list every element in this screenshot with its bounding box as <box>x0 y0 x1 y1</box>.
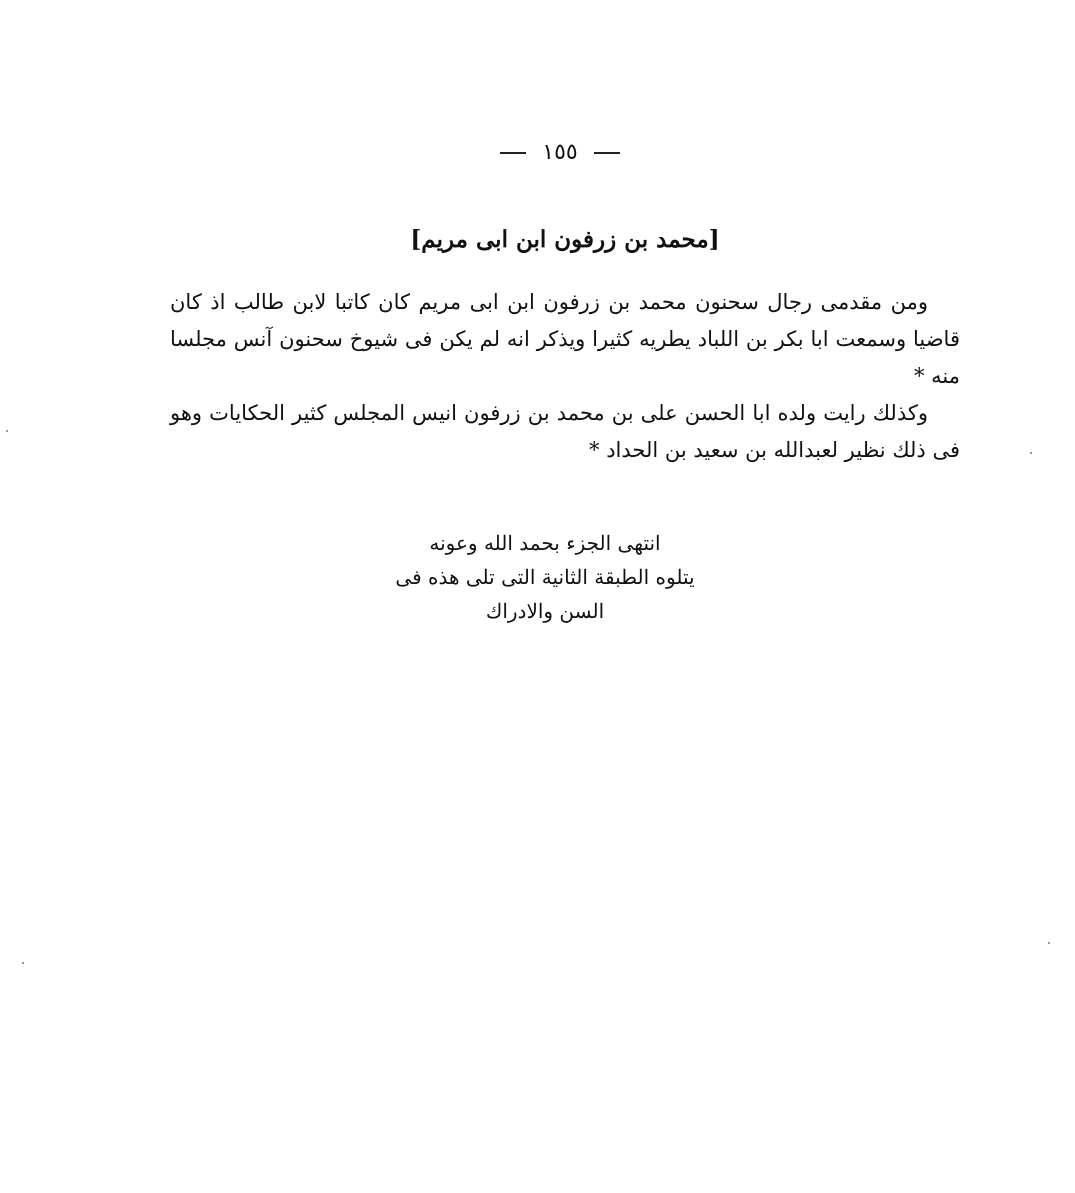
section-heading: [محمد بن زرفون ابن ابى مريم] <box>410 226 720 253</box>
colophon-line: يتلوه الطبقة الثانية التى تلى هذه فى <box>395 565 695 589</box>
closing-colophon <box>320 526 770 628</box>
scan-speck <box>1030 452 1032 454</box>
paragraph: ومن مقدمى رجال سحنون محمد بن زرفون ابن ابى مريم كان كاتبا لابن طالب اذ كان قاضيا وسمعت ابا بكر بن اللباد يطريه كثيرا ويذكر انه لم يكن فى شيوخ سحنون آنس مجلسا منه * <box>170 290 960 388</box>
dash-right <box>594 152 620 154</box>
scan-speck <box>6 430 8 432</box>
body-text <box>170 284 960 469</box>
scan-speck <box>22 962 24 964</box>
colophon-line: السن والادراك <box>485 599 605 623</box>
paragraph: وكذلك رايت ولده ابا الحسن على بن محمد بن زرفون انيس المجلس كثير الحكايات وهو فى ذلك نظير لعبدالله بن سعيد بن الحداد * <box>170 401 960 462</box>
colophon-line: انتهى الجزء بحمد الله وعونه <box>429 531 661 555</box>
page-number-label: ١٥٥ <box>542 140 578 165</box>
scan-speck <box>1048 942 1050 944</box>
page-number <box>0 140 1075 165</box>
dash-left <box>500 152 526 154</box>
